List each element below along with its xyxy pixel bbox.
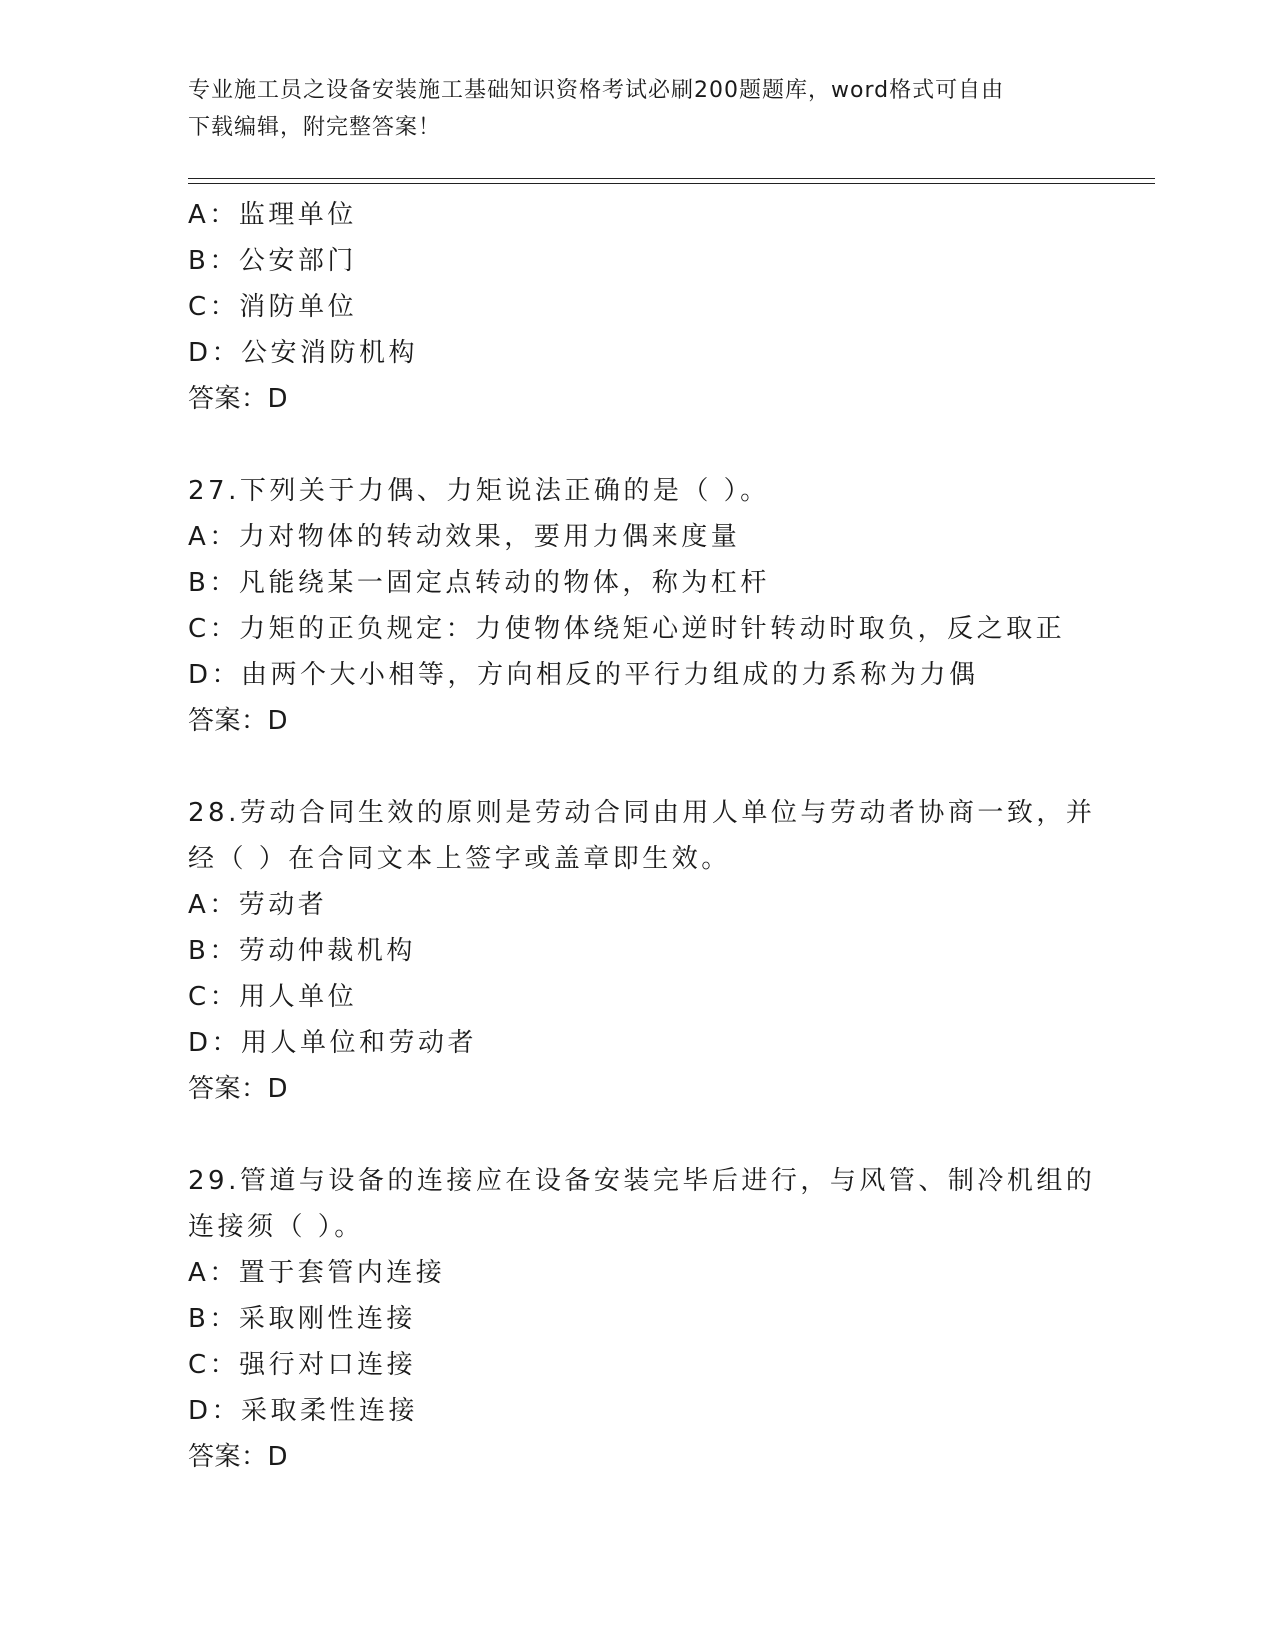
question-stem: 27.下列关于力偶、力矩说法正确的是（ ）。 — [188, 476, 770, 506]
option-b: B：公安部门 — [188, 246, 357, 276]
question-26 — [188, 192, 1148, 422]
option-b: B：劳动仲裁机构 — [188, 936, 416, 966]
header-line-1: 专业施工员之设备安装施工基础知识资格考试必刷200题题库，word格式可自由 — [188, 78, 1005, 103]
spacer — [188, 422, 1148, 468]
header-divider-bottom — [188, 183, 1155, 184]
option-c: C：强行对口连接 — [188, 1350, 417, 1380]
option-d: D：用人单位和劳动者 — [188, 1028, 478, 1058]
option-a: A：置于套管内连接 — [188, 1258, 446, 1288]
header-divider-top — [188, 178, 1155, 179]
spacer — [188, 744, 1148, 790]
question-28 — [188, 790, 1148, 1112]
option-a: A：力对物体的转动效果，要用力偶来度量 — [188, 522, 741, 552]
option-c: C：用人单位 — [188, 982, 358, 1012]
spacer — [188, 1112, 1148, 1158]
question-29 — [188, 1158, 1148, 1480]
answer: 答案：D — [188, 384, 289, 414]
question-stem: 29.管道与设备的连接应在设备安装完毕后进行，与风管、制冷机组的 — [188, 1166, 1096, 1196]
header-line-2: 下载编辑，附完整答案！ — [188, 115, 442, 140]
option-a: A：监理单位 — [188, 200, 357, 230]
option-d: D：采取柔性连接 — [188, 1396, 419, 1426]
question-list — [188, 192, 1148, 1480]
question-stem: 28.劳动合同生效的原则是劳动合同由用人单位与劳动者协商一致，并 — [188, 798, 1096, 828]
option-b: B：凡能绕某一固定点转动的物体，称为杠杆 — [188, 568, 770, 598]
option-c: C：消防单位 — [188, 292, 358, 322]
option-d: D：由两个大小相等，方向相反的平行力组成的力系称为力偶 — [188, 660, 979, 690]
answer: 答案：D — [188, 706, 289, 736]
answer: 答案：D — [188, 1442, 289, 1472]
option-c: C：力矩的正负规定：力使物体绕矩心逆时针转动时取负，反之取正 — [188, 614, 1066, 644]
option-d: D：公安消防机构 — [188, 338, 419, 368]
document-header — [188, 72, 1068, 146]
answer: 答案：D — [188, 1074, 289, 1104]
question-stem-continued: 经（ ）在合同文本上签字或盖章即生效。 — [188, 844, 731, 874]
question-stem-continued: 连接须（ ）。 — [188, 1212, 364, 1242]
option-a: A：劳动者 — [188, 890, 328, 920]
option-b: B：采取刚性连接 — [188, 1304, 416, 1334]
question-27 — [188, 468, 1148, 744]
